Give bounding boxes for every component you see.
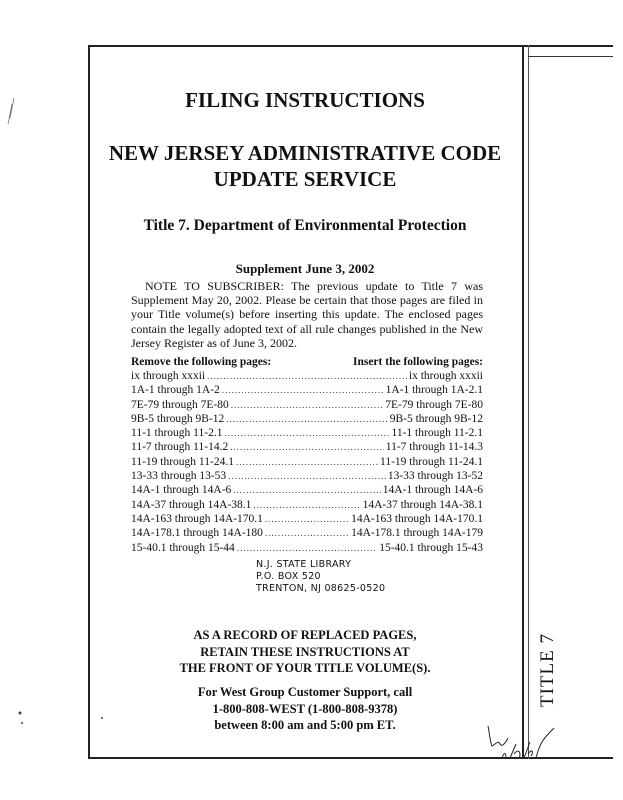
code-title-line1: NEW JERSEY ADMINISTRATIVE CODE (108, 141, 502, 165)
dot-leader (226, 414, 387, 424)
record-line1: AS A RECORD OF REPLACED PAGES, (193, 628, 417, 642)
remove-header: Remove the following pages: (131, 356, 272, 368)
insert-pages-cell: 1A-1 through 1A-2.1 (385, 384, 483, 397)
insert-pages-cell: 14A-37 through 14A-38.1 (362, 498, 483, 511)
insert-pages-cell: 14A-1 through 14A-6 (382, 484, 483, 497)
scan-dot-left-2 (21, 722, 23, 724)
remove-pages-cell: 14A-37 through 14A-38.1 (131, 498, 252, 511)
support-line1: For West Group Customer Support, call (197, 685, 413, 699)
table-row (131, 384, 483, 398)
insert-header: Insert the following pages: (352, 356, 483, 368)
handwritten-signature (484, 722, 559, 762)
dot-leader (228, 471, 386, 481)
insert-pages-cell: 15-40.1 through 15-43 (379, 541, 483, 554)
insert-pages-cell: 11-19 through 11-24.1 (380, 455, 483, 468)
table-row (131, 413, 483, 427)
dot-leader (253, 500, 360, 510)
table-row (131, 427, 483, 441)
table-rows (131, 370, 483, 556)
remove-pages-cell: 11-1 through 11-2.1 (131, 427, 223, 440)
remove-pages-cell: 9B-5 through 9B-12 (131, 412, 225, 425)
remove-pages-cell: 11-7 through 11-14.2 (131, 441, 229, 454)
title-tab-label: TITLE 7 (537, 633, 558, 708)
insert-pages-cell: 7E-79 through 7E-80 (385, 398, 483, 411)
table-row (131, 470, 483, 484)
dot-leader (236, 457, 378, 467)
table-header (131, 356, 483, 370)
library-stamp (256, 559, 385, 595)
customer-support (88, 684, 522, 734)
dot-leader (230, 442, 384, 452)
support-line2: 1-800-808-WEST (1-800-808-9378) (212, 701, 398, 716)
insert-pages-cell: ix through xxxii (408, 370, 483, 382)
dot-leader (222, 385, 384, 395)
table-row (131, 542, 483, 556)
remove-pages-cell: 1A-1 through 1A-2 (131, 384, 220, 397)
scan-mark-left (8, 98, 14, 124)
dot-leader (265, 528, 349, 538)
dot-leader (207, 371, 407, 381)
stamp-line2: P.O. BOX 520 (256, 571, 321, 582)
insert-pages-cell: 9B-5 through 9B-12 (389, 412, 483, 425)
table-row (131, 499, 483, 513)
remove-pages-cell: 14A-178.1 through 14A-180 (131, 527, 263, 540)
dot-leader (265, 514, 349, 524)
table-row (131, 513, 483, 527)
dot-leader (231, 400, 384, 410)
page-title: FILING INSTRUCTIONS (185, 88, 425, 112)
department-title: Title 7. Department of Environmental Protection (143, 217, 467, 234)
dot-leader (237, 543, 377, 553)
record-line3: THE FRONT OF YOUR TITLE VOLUME(S). (179, 661, 431, 675)
table-row (131, 441, 483, 455)
remove-pages-cell: 13-33 through 13-53 (131, 470, 227, 483)
record-line2: RETAIN THESE INSTRUCTIONS AT (200, 644, 410, 659)
stamp-line1: N.J. STATE LIBRARY (256, 559, 352, 570)
insert-pages-cell: 13-33 through 13-52 (387, 470, 483, 483)
dot-leader (224, 428, 389, 438)
support-line3: between 8:00 am and 5:00 pm ET. (214, 718, 396, 732)
table-row (131, 399, 483, 413)
code-title (88, 140, 522, 192)
scan-dot-left (19, 712, 22, 715)
insert-pages-cell: 11-1 through 11-2.1 (391, 427, 483, 440)
remove-pages-cell: 11-19 through 11-24.1 (131, 455, 234, 468)
insert-pages-cell: 11-7 through 11-14.3 (385, 441, 483, 454)
code-title-line2: UPDATE SERVICE (213, 167, 397, 191)
remove-pages-cell: 15-40.1 through 15-44 (131, 541, 235, 554)
insert-pages-cell: 14A-163 through 14A-170.1 (351, 512, 483, 525)
page-replacement-table (131, 356, 483, 556)
stamp-line3: TRENTON, NJ 08625-0520 (256, 583, 386, 594)
table-row (131, 527, 483, 541)
supplement-date: Supplement June 3, 2002 (235, 261, 375, 276)
table-row (131, 370, 483, 384)
remove-pages-cell: 14A-163 through 14A-170.1 (131, 512, 263, 525)
insert-pages-cell: 14A-178.1 through 14A-179 (351, 527, 483, 540)
remove-pages-cell: 14A-1 through 14A-6 (131, 484, 232, 497)
dot-leader (233, 485, 380, 495)
remove-pages-cell: ix through xxxii (131, 370, 206, 382)
table-row (131, 456, 483, 470)
subscriber-note: NOTE TO SUBSCRIBER: The previous update to Title 7 was Supplement May 20, 2002. Please be certain that those pages are filed in your Title volume(s) before inserting this update. The enclosed pages contain the legally adopted text of all rule changes published in the New Jersey Register as of June 3, 2002. (131, 279, 483, 350)
remove-pages-cell: 7E-79 through 7E-80 (131, 398, 229, 411)
table-row (131, 484, 483, 498)
record-instruction (88, 627, 522, 677)
